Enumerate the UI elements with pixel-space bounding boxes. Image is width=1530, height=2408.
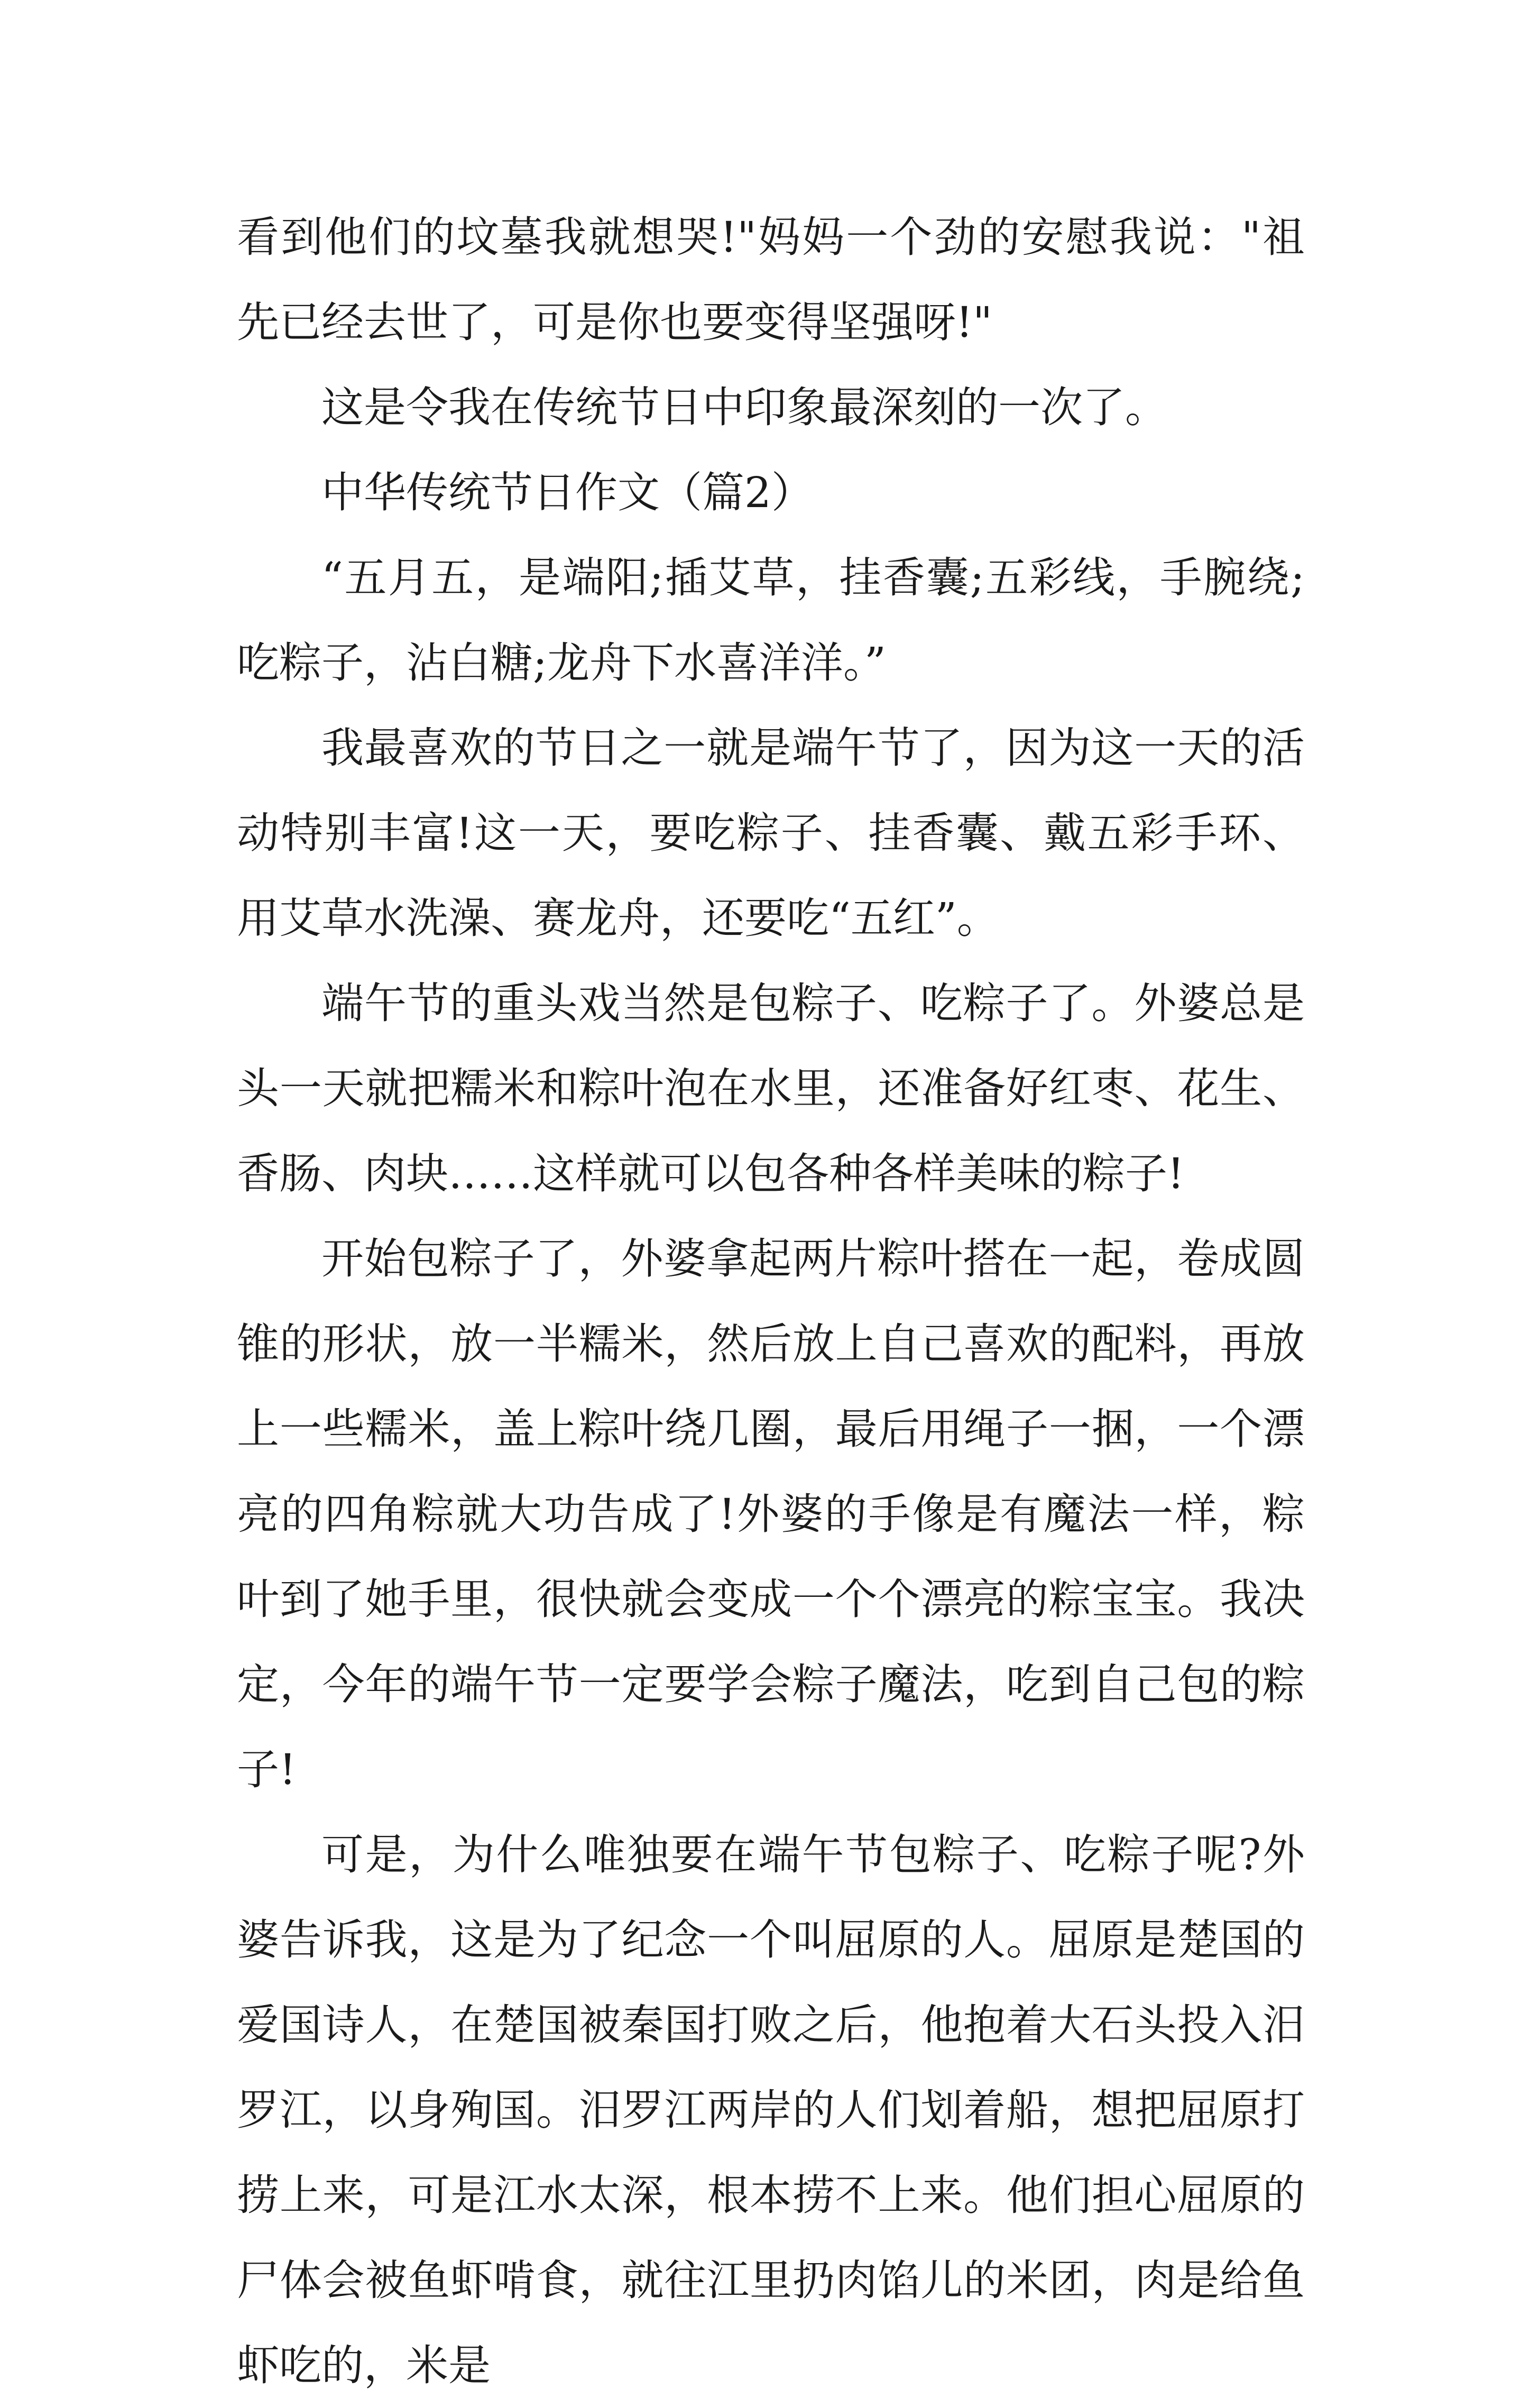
paragraph-1: 看到他们的坟墓我就想哭!"妈妈一个劲的安慰我说："祖先已经去世了，可是你也要变得坚强呀!" [237,213,1305,347]
paragraph-quote: “五月五，是端阳;插艾草，挂香囊;五彩线，手腕绕;吃粽子，沾白糖;龙舟下水喜洋洋。” [237,553,1305,687]
section-heading: 中华传统节日作文（篇2） [321,468,814,517]
paragraph-5: 端午节的重头戏当然是包粽子、吃粽子了。外婆总是头一天就把糯米和粽叶泡在水里，还准备好红枣、花生、香肠、肉块……这样就可以包各种各样美味的粽子! [237,979,1305,1198]
paragraph-6: 开始包粽子了，外婆拿起两片粽叶搭在一起，卷成圆锥的形状，放一半糯米，然后放上自己喜欢的配料，再放上一些糯米，盖上粽叶绕几圈，最后用绳子一捆，一个漂亮的四角粽就大功告成了!外婆的手像是有魔法一样，粽叶到了她手里，很快就会变成一个个漂亮的粽宝宝。我决定，今年的端午节一定要学会粽子魔法，吃到自己包的粽子! [237,1234,1305,1794]
paragraph-4: 我最喜欢的节日之一就是端午节了，因为这一天的活动特别丰富!这一天，要吃粽子、挂香囊、戴五彩手环、用艾草水洗澡、赛龙舟，还要吃“五红”。 [237,723,1305,943]
document-body [237,195,1305,2408]
paragraph-7: 可是，为什么唯独要在端午节包粽子、吃粽子呢?外婆告诉我，这是为了纪念一个叫屈原的人。屈原是楚国的爱国诗人，在楚国被秦国打败之后，他抱着大石头投入汨罗江，以身殉国。汨罗江两岸的人们划着船，想把屈原打捞上来，可是江水太深，根本捞不上来。他们担心屈原的尸体会被鱼虾啃食，就往江里扔肉馅儿的米团，肉是给鱼虾吃的，米是 [237,1830,1305,2390]
paragraph-2: 这是令我在传统节日中印象最深刻的一次了。 [321,383,1167,432]
